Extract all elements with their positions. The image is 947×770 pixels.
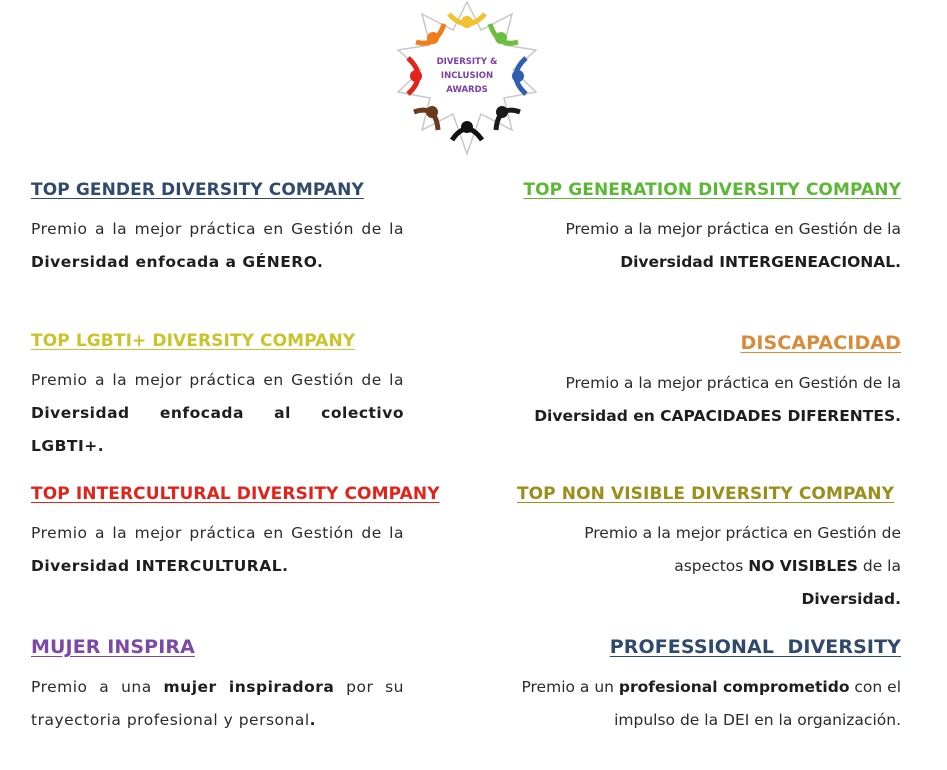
logo-text-line2: INCLUSION [440,71,494,81]
logo-text-line1: DIVERSITY & [436,57,498,67]
award-discapacidad [491,332,901,433]
award-mujer-description: Premio a una mujer inspiradora por su trayectoria profesional y personal. [31,678,405,729]
award-generation-title[interactable]: TOP GENERATION DIVERSITY COMPANY [523,180,901,200]
award-mujer-title[interactable]: MUJER INSPIRA [31,636,195,658]
award-generation [491,180,901,279]
award-intercultural-description: Premio a la mejor práctica en Gestión de la Diversidad INTERCULTURAL. [31,524,404,575]
award-mujer-inspira [31,636,404,737]
award-intercultural-title[interactable]: TOP INTERCULTURAL DIVERSITY COMPANY [31,484,440,504]
award-gender-description: Premio a la mejor práctica en Gestión de la Diversidad enfocada a GÉNERO. [31,220,404,271]
award-professional-description: Premio a un profesional comprometido con el impulso de la DEI en la organización. [521,678,901,729]
award-nonvisible-title[interactable]: TOP NON VISIBLE DIVERSITY COMPANY [516,484,894,504]
award-gender [31,180,404,279]
award-lgbti-description: Premio a la mejor práctica en Gestión de la Diversidad enfocada al colectivo LGBTI+. [31,371,404,455]
award-lgbti [31,331,404,463]
diversity-inclusion-awards-logo [386,0,548,158]
award-professional-title[interactable]: PROFESSIONAL DIVERSITY [609,636,901,658]
award-generation-description: Premio a la mejor práctica en Gestión de la Diversidad INTERGENEACIONAL. [565,220,901,271]
award-nonvisible [516,484,901,616]
award-gender-title[interactable]: TOP GENDER DIVERSITY COMPANY [31,180,364,200]
award-nonvisible-description: Premio a la mejor práctica en Gestión de aspectos NO VISIBLES de la Diversidad. [584,524,901,608]
logo-text-line3: AWARDS [446,85,488,95]
award-discapacidad-description: Premio a la mejor práctica en Gestión de la Diversidad en CAPACIDADES DIFERENTES. [534,374,901,425]
award-intercultural [31,484,451,583]
award-discapacidad-title[interactable]: DISCAPACIDAD [740,332,901,354]
award-professional [521,636,901,737]
award-lgbti-title[interactable]: TOP LGBTI+ DIVERSITY COMPANY [31,331,356,351]
